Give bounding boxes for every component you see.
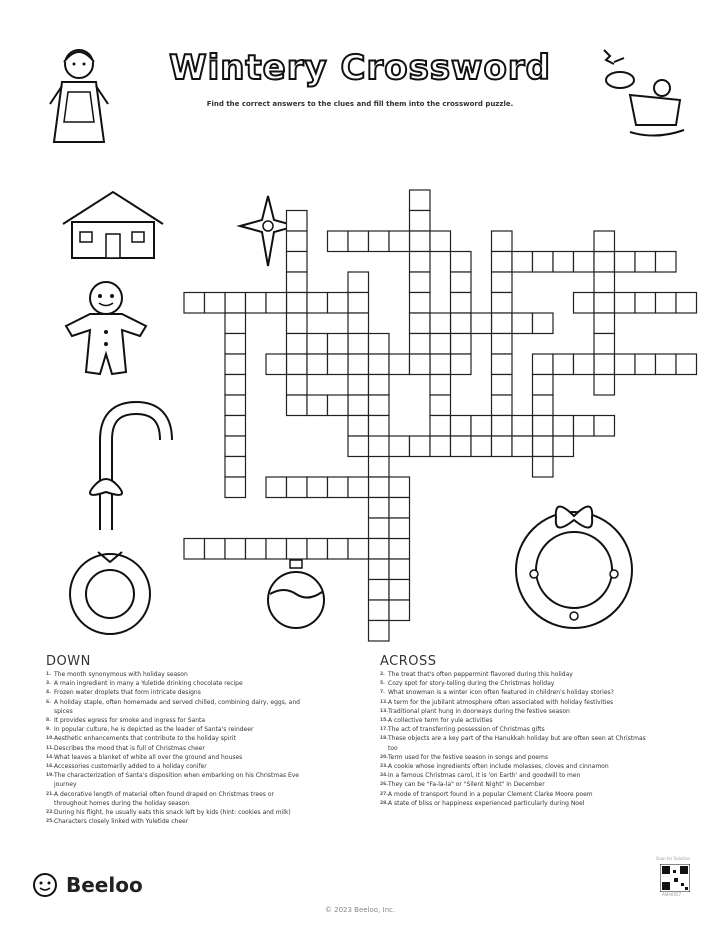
crossword-cell[interactable] xyxy=(205,293,226,314)
clue-text: Term used for the festive season in songs and poems xyxy=(388,753,548,761)
crossword-cell[interactable] xyxy=(451,313,472,334)
crossword-cell[interactable] xyxy=(287,272,308,293)
crossword-cell[interactable] xyxy=(451,354,472,375)
clue-text: Frozen water droplets that form intricate designs xyxy=(54,689,201,697)
crossword-cell[interactable] xyxy=(369,600,390,621)
clue-text: A main ingredient in many a Yuletide drinking chocolate recipe xyxy=(54,680,243,688)
clue-number: 28. xyxy=(380,800,388,806)
crossword-cell[interactable] xyxy=(369,518,390,539)
crossword-cell[interactable] xyxy=(492,231,513,252)
crossword-cell[interactable] xyxy=(225,457,246,478)
crossword-cell[interactable] xyxy=(451,272,472,293)
clue-number: 18. xyxy=(380,736,388,742)
crossword-cell[interactable] xyxy=(389,600,410,621)
crossword-cell[interactable] xyxy=(553,354,574,375)
down-clue xyxy=(46,716,306,725)
crossword-cell[interactable] xyxy=(594,334,615,355)
across-clue xyxy=(380,716,650,725)
crossword-cell[interactable] xyxy=(410,293,431,314)
crossword-cell[interactable] xyxy=(430,395,451,416)
crossword-cell[interactable] xyxy=(369,231,390,252)
crossword-cell[interactable] xyxy=(430,416,451,437)
instructions: Find the correct answers to the clues and fill them into the crossword puzzle. xyxy=(206,100,514,108)
crossword-cell[interactable] xyxy=(389,498,410,519)
crossword-cell[interactable] xyxy=(451,334,472,355)
crossword-cell[interactable] xyxy=(369,559,390,580)
clue-number: 3. xyxy=(46,681,51,687)
crossword-cell[interactable] xyxy=(430,375,451,396)
crossword-cell[interactable] xyxy=(574,293,595,314)
crossword-cell[interactable] xyxy=(287,211,308,232)
brand xyxy=(32,872,143,898)
crossword-cell[interactable] xyxy=(328,231,349,252)
crossword-cell[interactable] xyxy=(594,375,615,396)
crossword-cell[interactable] xyxy=(492,334,513,355)
clue-number: 4. xyxy=(46,690,51,696)
crossword-cell[interactable] xyxy=(348,293,369,314)
crossword-cell[interactable] xyxy=(574,416,595,437)
crossword-cell[interactable] xyxy=(307,293,328,314)
clue-text: During his flight, he usually eats this snack left by kids (hint: cookies and milk) xyxy=(54,809,291,817)
down-clue xyxy=(46,734,306,743)
clue-text: They can be "Fa-la-la" or "Silent Night" in December xyxy=(388,781,545,789)
crossword-cell[interactable] xyxy=(410,272,431,293)
crossword-cell[interactable] xyxy=(533,252,554,273)
crossword-cell[interactable] xyxy=(635,293,656,314)
crossword-cell[interactable] xyxy=(287,334,308,355)
clue-text: A state of bliss or happiness experienced particularly during Noel xyxy=(388,799,585,807)
down-clue-list xyxy=(46,670,306,826)
crossword-cell[interactable] xyxy=(307,334,328,355)
crossword-cell[interactable] xyxy=(471,436,492,457)
down-clue xyxy=(46,698,306,716)
clue-number: 21. xyxy=(46,791,54,797)
across-clue xyxy=(380,799,650,808)
crossword-cell[interactable] xyxy=(594,252,615,273)
crossword-cell[interactable] xyxy=(348,313,369,334)
clue-number: 14. xyxy=(46,754,54,760)
crossword-cell[interactable] xyxy=(512,436,533,457)
clue-text: A term for the jubilant atmosphere often associated with holiday festivities xyxy=(388,698,614,706)
crossword-cell[interactable] xyxy=(287,231,308,252)
crossword-cell[interactable] xyxy=(471,313,492,334)
crossword-cell[interactable] xyxy=(225,334,246,355)
crossword-cell[interactable] xyxy=(287,539,308,560)
crossword-cell[interactable] xyxy=(225,375,246,396)
across-clue xyxy=(380,771,650,780)
crossword-cell[interactable] xyxy=(369,621,390,642)
crossword-cell[interactable] xyxy=(512,416,533,437)
crossword-cell[interactable] xyxy=(348,334,369,355)
crossword-cell[interactable] xyxy=(594,293,615,314)
crossword-cell[interactable] xyxy=(287,313,308,334)
crossword-cell[interactable] xyxy=(656,293,677,314)
clue-text: What snowman is a winter icon often featured in children's holiday stories? xyxy=(388,689,614,697)
crossword-cell[interactable] xyxy=(369,580,390,601)
clue-text: Aesthetic enhancements that contribute to the holiday spirit xyxy=(54,735,236,743)
clue-text: Characters closely linked with Yuletide cheer xyxy=(54,818,189,826)
qr-code-icon xyxy=(660,864,690,892)
clue-text: A cookie whose ingredients often include molasses, cloves and cinnamon xyxy=(388,763,609,771)
clue-number: 10. xyxy=(46,736,54,742)
clue-text: Traditional plant hung in doorways during the festive season xyxy=(388,707,570,715)
across-clue xyxy=(380,753,650,762)
crossword-cell[interactable] xyxy=(369,539,390,560)
crossword-cell[interactable] xyxy=(225,436,246,457)
crossword-cell[interactable] xyxy=(225,354,246,375)
crossword-cell[interactable] xyxy=(348,375,369,396)
clue-text: A mode of transport found in a popular Clement Clarke Moore poem xyxy=(388,790,593,798)
down-clue xyxy=(46,790,306,808)
crossword-cell[interactable] xyxy=(225,313,246,334)
clue-number: 19. xyxy=(46,773,54,779)
clue-number: 24. xyxy=(380,773,388,779)
crossword-cell[interactable] xyxy=(471,416,492,437)
clue-text: A decorative length of material often found draped on Christmas trees or throughout homes during the holiday season xyxy=(54,790,274,807)
crossword-cell[interactable] xyxy=(553,416,574,437)
crossword-cell[interactable] xyxy=(287,477,308,498)
clue-text: Describes the mood that is full of Christmas cheer xyxy=(54,744,205,752)
crossword-cell[interactable] xyxy=(266,293,287,314)
clue-number: 13. xyxy=(380,708,388,714)
crossword-cell[interactable] xyxy=(451,436,472,457)
clue-text: In popular culture, he is depicted as the leader of Santa's reindeer xyxy=(54,726,254,734)
crossword-cell[interactable] xyxy=(389,559,410,580)
clue-number: 23. xyxy=(380,764,388,770)
clue-text: The act of transferring possession of Christmas gifts xyxy=(388,726,545,734)
crossword-cell[interactable] xyxy=(328,293,349,314)
across-heading: ACROSS xyxy=(380,654,437,669)
crossword-cell[interactable] xyxy=(553,252,574,273)
clue-number: 6. xyxy=(46,699,51,705)
crossword-cell[interactable] xyxy=(348,231,369,252)
crossword-cell[interactable] xyxy=(225,539,246,560)
crossword-cell[interactable] xyxy=(225,395,246,416)
across-clue xyxy=(380,707,650,716)
crossword-cell[interactable] xyxy=(574,354,595,375)
across-clue xyxy=(380,734,650,752)
clue-number: 16. xyxy=(46,764,54,770)
crossword-cell[interactable] xyxy=(328,539,349,560)
clue-text: A collective term for yule activities xyxy=(388,717,493,725)
clue-number: 2. xyxy=(380,672,385,677)
crossword-cell[interactable] xyxy=(205,539,226,560)
crossword-cell[interactable] xyxy=(307,539,328,560)
across-clue xyxy=(380,688,650,697)
clue-number: 8. xyxy=(46,718,51,724)
down-clue xyxy=(46,744,306,753)
crossword-cell[interactable] xyxy=(594,231,615,252)
crossword-cell[interactable] xyxy=(287,375,308,396)
clue-number: 22. xyxy=(46,810,54,816)
crossword-cell[interactable] xyxy=(348,436,369,457)
crossword-cell[interactable] xyxy=(451,416,472,437)
crossword-cell[interactable] xyxy=(225,416,246,437)
crossword-cell[interactable] xyxy=(287,252,308,273)
crossword-cell[interactable] xyxy=(492,375,513,396)
crossword-cell[interactable] xyxy=(410,436,431,457)
crossword-cell[interactable] xyxy=(246,293,267,314)
crossword-cell[interactable] xyxy=(225,477,246,498)
down-clue xyxy=(46,808,306,817)
crossword-cell[interactable] xyxy=(430,313,451,334)
crossword-cell[interactable] xyxy=(266,477,287,498)
crossword-cell[interactable] xyxy=(615,354,636,375)
clue-number: 17. xyxy=(380,727,388,733)
clue-text: The characterization of Santa's disposition when embarking on his Christmas Eve journey xyxy=(54,772,299,789)
across-clue xyxy=(380,790,650,799)
crossword-cell[interactable] xyxy=(553,436,574,457)
crossword-cell[interactable] xyxy=(328,477,349,498)
crossword-cell[interactable] xyxy=(369,395,390,416)
crossword-cell[interactable] xyxy=(307,395,328,416)
clue-number: 7. xyxy=(380,690,385,696)
down-clue xyxy=(46,771,306,789)
across-clue-list xyxy=(380,670,650,808)
crossword-cell[interactable] xyxy=(512,313,533,334)
crossword-cell[interactable] xyxy=(492,252,513,273)
crossword-cell[interactable] xyxy=(430,334,451,355)
clue-number: 15. xyxy=(380,718,388,724)
crossword-cell[interactable] xyxy=(328,334,349,355)
crossword-cell[interactable] xyxy=(676,293,697,314)
crossword-cell[interactable] xyxy=(533,457,554,478)
crossword-cell[interactable] xyxy=(328,354,349,375)
down-clue xyxy=(46,725,306,734)
down-clue xyxy=(46,670,306,679)
across-clue xyxy=(380,670,650,679)
clue-text: Accessories customarily added to a holiday conifer xyxy=(54,763,207,771)
clue-number: 11. xyxy=(46,745,54,751)
crossword-cell[interactable] xyxy=(410,190,431,211)
crossword-cell[interactable] xyxy=(348,416,369,437)
crossword-cell[interactable] xyxy=(533,395,554,416)
crossword-cell[interactable] xyxy=(410,252,431,273)
clue-text: It provides egress for smoke and ingress for Santa xyxy=(54,717,206,725)
crossword-cell[interactable] xyxy=(266,354,287,375)
clue-text: The treat that's often peppermint flavored during this holiday xyxy=(388,671,573,678)
crossword-cell[interactable] xyxy=(348,477,369,498)
product-code: AMA0057 xyxy=(662,892,682,897)
crossword-cell[interactable] xyxy=(307,477,328,498)
down-clue xyxy=(46,817,306,826)
crossword-cell[interactable] xyxy=(266,539,287,560)
crossword-cell[interactable] xyxy=(184,539,205,560)
crossword-cell[interactable] xyxy=(492,395,513,416)
crossword-cell[interactable] xyxy=(287,354,308,375)
crossword-cell[interactable] xyxy=(389,518,410,539)
across-clue xyxy=(380,698,650,707)
crossword-cell[interactable] xyxy=(451,252,472,273)
crossword-cell[interactable] xyxy=(533,354,554,375)
crossword-cell[interactable] xyxy=(533,416,554,437)
clue-text: These objects are a key part of the Hanukkah holiday but are often seen at Christmas too xyxy=(388,735,646,752)
across-clue xyxy=(380,762,650,771)
qr-label: Scan for Solution xyxy=(656,856,691,861)
crossword-cell[interactable] xyxy=(389,477,410,498)
crossword-cell[interactable] xyxy=(635,354,656,375)
clue-number: 12. xyxy=(380,699,388,705)
crossword-cell[interactable] xyxy=(348,272,369,293)
crossword-cell[interactable] xyxy=(307,354,328,375)
crossword-cell[interactable] xyxy=(410,211,431,232)
crossword-cell[interactable] xyxy=(533,313,554,334)
crossword-cell[interactable] xyxy=(369,334,390,355)
down-clue xyxy=(46,762,306,771)
across-clue xyxy=(380,780,650,789)
clue-text: The month synonymous with holiday season xyxy=(54,671,188,678)
down-clue xyxy=(46,679,306,688)
crossword-cell[interactable] xyxy=(410,231,431,252)
copyright: © 2023 Beeloo, Inc. xyxy=(324,906,396,914)
crossword-cell[interactable] xyxy=(328,395,349,416)
crossword-cell[interactable] xyxy=(348,539,369,560)
crossword-cell[interactable] xyxy=(430,436,451,457)
clue-text: Cozy spot for story-telling during the Christmas holiday xyxy=(388,680,555,688)
crossword-cell[interactable] xyxy=(287,293,308,314)
crossword-cell[interactable] xyxy=(389,436,410,457)
crossword-cell[interactable] xyxy=(389,580,410,601)
clue-number: 25. xyxy=(46,819,54,825)
crossword-cell[interactable] xyxy=(492,313,513,334)
crossword-cell[interactable] xyxy=(635,252,656,273)
crossword-cell[interactable] xyxy=(184,293,205,314)
across-clue xyxy=(380,725,650,734)
crossword-cell[interactable] xyxy=(594,313,615,334)
crossword-cell[interactable] xyxy=(574,252,595,273)
crossword-cell[interactable] xyxy=(533,436,554,457)
down-heading: DOWN xyxy=(46,654,91,669)
crossword-cell[interactable] xyxy=(410,334,431,355)
crossword-cell[interactable] xyxy=(389,231,410,252)
crossword-cell[interactable] xyxy=(492,416,513,437)
clue-number: 20. xyxy=(380,754,388,760)
crossword-cell[interactable] xyxy=(348,395,369,416)
crossword-cell[interactable] xyxy=(492,436,513,457)
crossword-cell[interactable] xyxy=(389,354,410,375)
crossword-cell[interactable] xyxy=(594,354,615,375)
clue-number: 1. xyxy=(46,672,51,677)
crossword-cell[interactable] xyxy=(676,354,697,375)
brand-name: Beeloo xyxy=(66,873,143,897)
crossword-cell[interactable] xyxy=(615,252,636,273)
crossword-cell[interactable] xyxy=(410,313,431,334)
crossword-cell[interactable] xyxy=(410,354,431,375)
crossword-cell[interactable] xyxy=(369,498,390,519)
crossword-cell[interactable] xyxy=(246,539,267,560)
clue-text: In a famous Christmas carol, it is 'on Earth' and goodwill to men xyxy=(388,772,581,780)
crossword-cell[interactable] xyxy=(594,272,615,293)
clue-text: What leaves a blanket of white all over the ground and houses xyxy=(54,753,243,761)
crossword-cell[interactable] xyxy=(533,375,554,396)
crossword-cell[interactable] xyxy=(512,252,533,273)
clue-number: 26. xyxy=(380,782,388,788)
crossword-cell[interactable] xyxy=(492,354,513,375)
beeloo-logo-icon xyxy=(32,872,58,898)
crossword-cell[interactable] xyxy=(656,354,677,375)
crossword-cell[interactable] xyxy=(656,252,677,273)
page-title: Wintery Crossword xyxy=(169,48,551,88)
down-clue xyxy=(46,753,306,762)
crossword-cell[interactable] xyxy=(348,354,369,375)
clue-number: 9. xyxy=(46,727,51,733)
crossword-cell[interactable] xyxy=(430,231,451,252)
crossword-cell[interactable] xyxy=(369,375,390,396)
across-clue xyxy=(380,679,650,688)
crossword-cell[interactable] xyxy=(492,293,513,314)
clue-number: 5. xyxy=(380,681,385,687)
crossword-cell[interactable] xyxy=(225,293,246,314)
crossword-cell[interactable] xyxy=(430,354,451,375)
crossword-cell[interactable] xyxy=(369,457,390,478)
crossword-cell[interactable] xyxy=(492,272,513,293)
down-clue xyxy=(46,688,306,697)
crossword-cell[interactable] xyxy=(615,293,636,314)
clue-text: A holiday staple, often homemade and served chilled, combining dairy, eggs, and spices xyxy=(54,698,300,715)
crossword-cell[interactable] xyxy=(451,293,472,314)
clue-number: 27. xyxy=(380,791,388,797)
crossword-cell[interactable] xyxy=(369,477,390,498)
crossword-cell[interactable] xyxy=(287,395,308,416)
crossword-cell[interactable] xyxy=(389,539,410,560)
crossword-cell[interactable] xyxy=(369,416,390,437)
crossword-cell[interactable] xyxy=(594,416,615,437)
crossword-cell[interactable] xyxy=(369,354,390,375)
